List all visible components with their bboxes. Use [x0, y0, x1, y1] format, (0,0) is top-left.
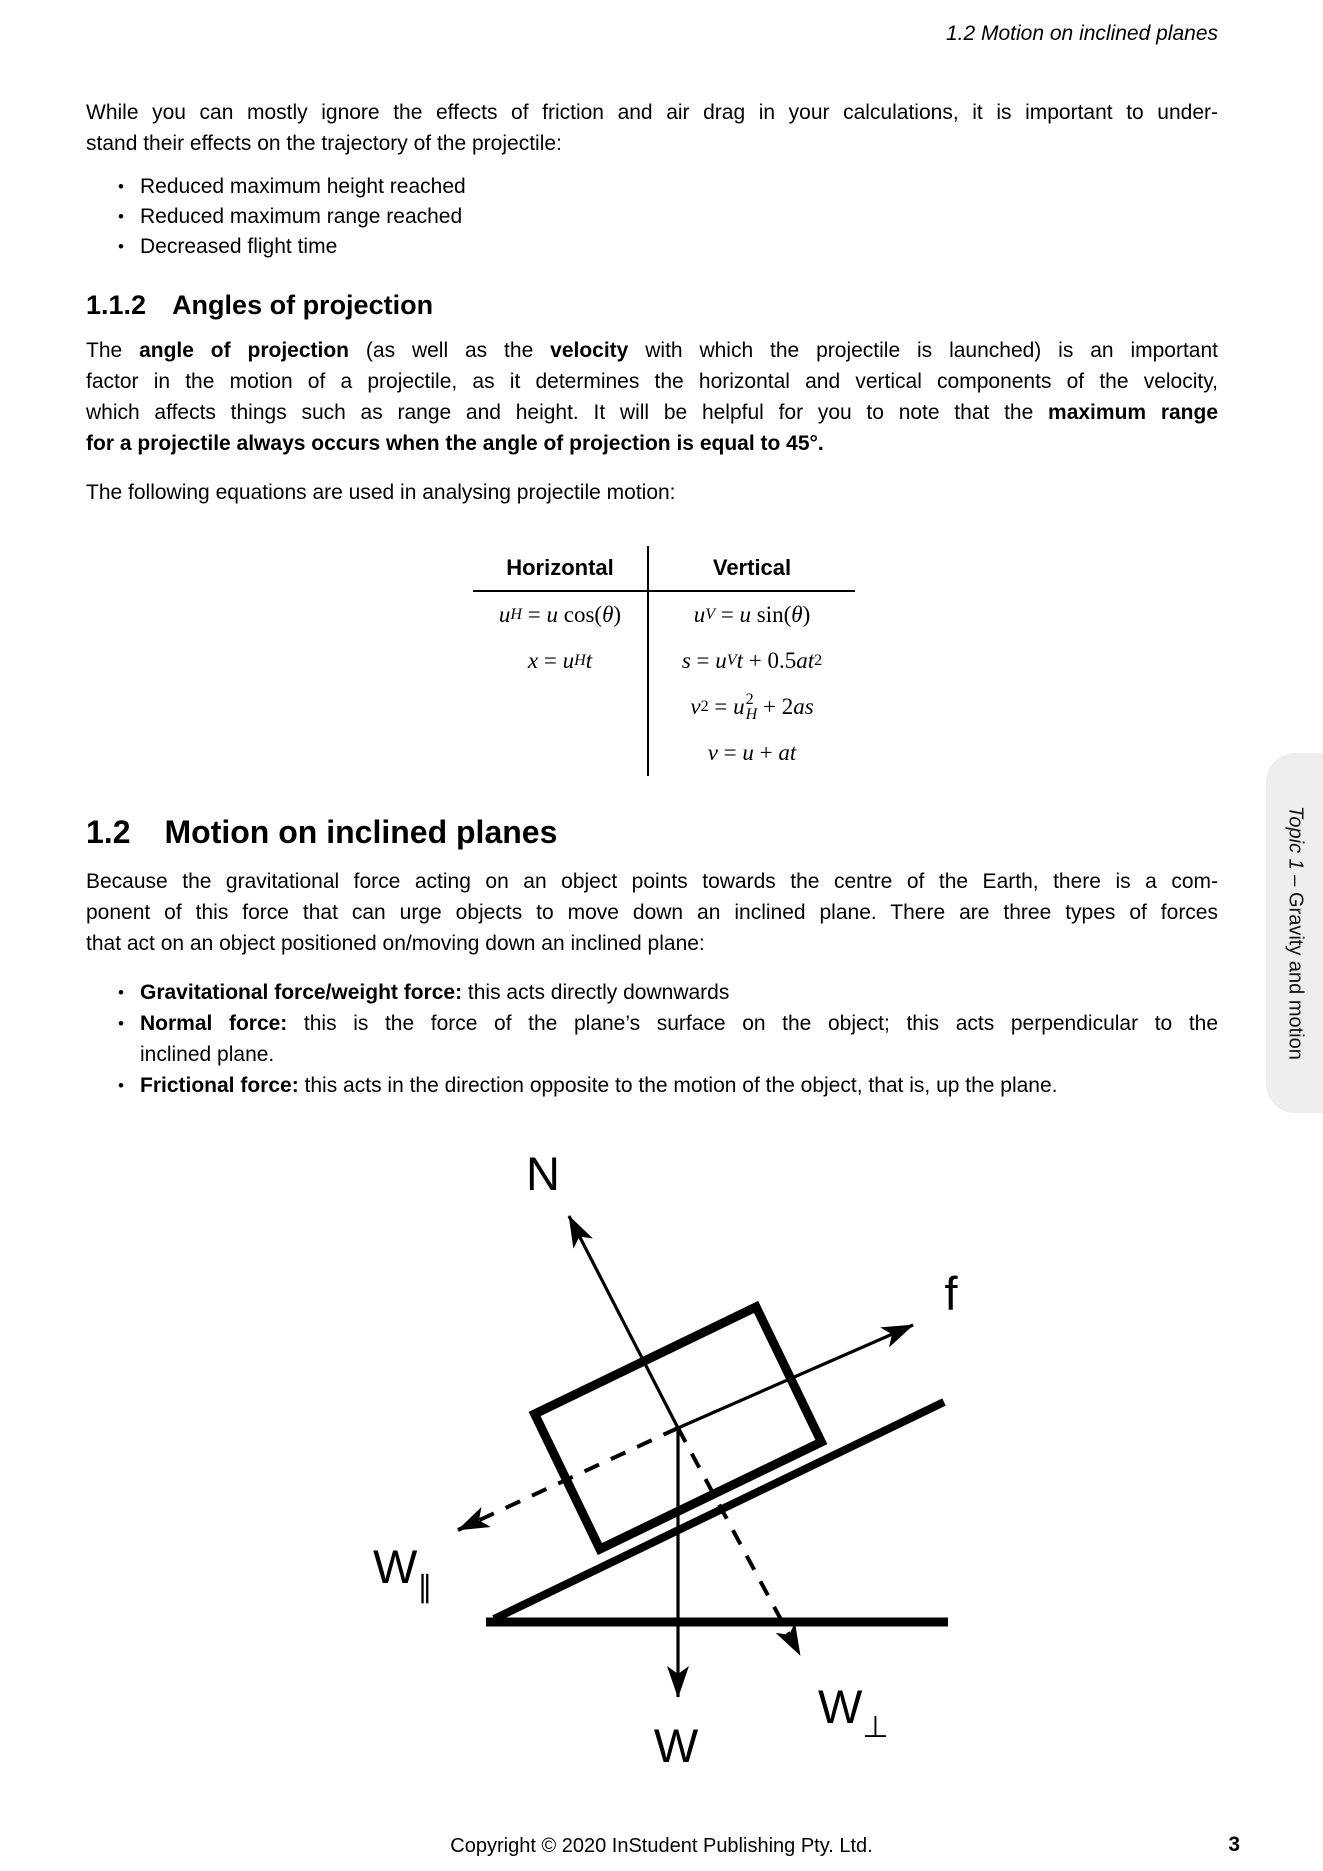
list-item-text: Normal force: this is the force of the plane’s surface on the object; this acts perpendicular to the inclined plane.	[140, 1012, 1219, 1066]
weight-parallel-component-arrow	[458, 1428, 678, 1530]
forces-list	[86, 977, 1218, 1101]
bullet-icon: •	[118, 177, 124, 196]
normal-force-arrow	[569, 1216, 678, 1428]
equation-cell: u V = u sin( θ )	[647, 592, 855, 638]
table-row	[473, 684, 855, 730]
angles-of-projection-paragraph: The angle of projection (as well as the velocity with which the projectile is launched) is an important factor in the motion of a projectile, as it determines the horizontal and vertical components of the velocity, which affects things such as range and height. It will be helpful for you to note that the maximum range for a projectile always occurs when the angle of projection is equal to 45°.	[86, 339, 1219, 455]
table-row	[473, 730, 855, 776]
topic-sidebar-tab	[1266, 753, 1323, 1113]
inclined-plane-line	[494, 1402, 944, 1619]
label-friction: f	[944, 1267, 958, 1320]
column-header-vertical: Vertical	[647, 546, 855, 590]
label-weight-parallel: $W_\parallel$	[373, 1540, 433, 1604]
table-row	[473, 592, 855, 638]
equation-cell: s = u V t + 0.5 at 2	[647, 638, 855, 684]
bullet-icon: •	[118, 207, 124, 226]
equation-cell	[473, 730, 647, 776]
list-item	[86, 1008, 1218, 1070]
section-number: 1.1.2	[86, 290, 147, 320]
footer-copyright: Copyright © 2020 InStudent Publishing Pty. Ltd.	[450, 1835, 873, 1857]
page-number: 3	[1228, 1833, 1240, 1856]
equations-table	[473, 546, 855, 776]
list-item	[86, 172, 1218, 202]
section-number: 1.2	[86, 814, 131, 850]
intro-paragraph: While you can mostly ignore the effects of friction and air drag in your calculations, it is important to under- stand their effects on the trajectory of the projectile:	[86, 101, 1218, 155]
equations-lead-in: The following equations are used in analysing projectile motion:	[86, 481, 676, 504]
projectile-effects-list	[86, 172, 1218, 262]
section-heading-1-2	[86, 812, 557, 852]
equation-cell: v 2 = u 2 H + 2 as	[647, 684, 855, 730]
section-heading-1-1-2	[86, 288, 433, 322]
list-item	[86, 202, 1218, 232]
label-normal: N	[526, 1147, 560, 1200]
running-header: 1.2 Motion on inclined planes	[945, 22, 1218, 45]
list-item-text: Decreased flight time	[140, 235, 338, 258]
list-item	[86, 1070, 1218, 1101]
equations-table-header	[473, 546, 855, 592]
label-weight-perpendicular: $W_\perp$	[818, 1680, 889, 1744]
list-item-text: Gravitational force/weight force: this acts directly downwards	[140, 981, 730, 1004]
list-item-text: Frictional force: this acts in the direction opposite to the motion of the object, that is, up the plane.	[140, 1074, 1058, 1097]
equation-cell	[473, 684, 647, 730]
inclined-plane-diagram	[330, 1120, 1010, 1800]
section-title: Motion on inclined planes	[164, 814, 558, 850]
column-header-horizontal: Horizontal	[506, 555, 614, 580]
bullet-icon: •	[118, 983, 124, 1002]
equation-cell: v = u + at	[647, 730, 855, 776]
bullet-icon: •	[118, 1014, 124, 1033]
label-weight: W	[653, 1719, 699, 1772]
list-item-text: Reduced maximum height reached	[140, 175, 466, 198]
list-item	[86, 977, 1218, 1008]
list-item	[86, 232, 1218, 262]
topic-sidebar-label: Topic 1 – Gravity and motion	[1284, 806, 1307, 1060]
table-row	[473, 638, 855, 684]
equation-cell: x = u H t	[527, 648, 593, 673]
equation-cell: u H = u cos( θ )	[498, 602, 622, 627]
bullet-icon: •	[118, 1076, 124, 1095]
inclined-planes-paragraph: Because the gravitational force acting on an object points towards the centre of the Earth, there is a com- ponent of this force that can urge objects to move down an inclined plane. There are three types of forces that act on an object positioned on/moving down an inclined plane:	[86, 870, 1218, 955]
bullet-icon: •	[118, 237, 124, 256]
friction-force-arrow	[678, 1325, 913, 1428]
list-item-text: Reduced maximum range reached	[140, 205, 463, 228]
section-title: Angles of projection	[172, 290, 434, 320]
